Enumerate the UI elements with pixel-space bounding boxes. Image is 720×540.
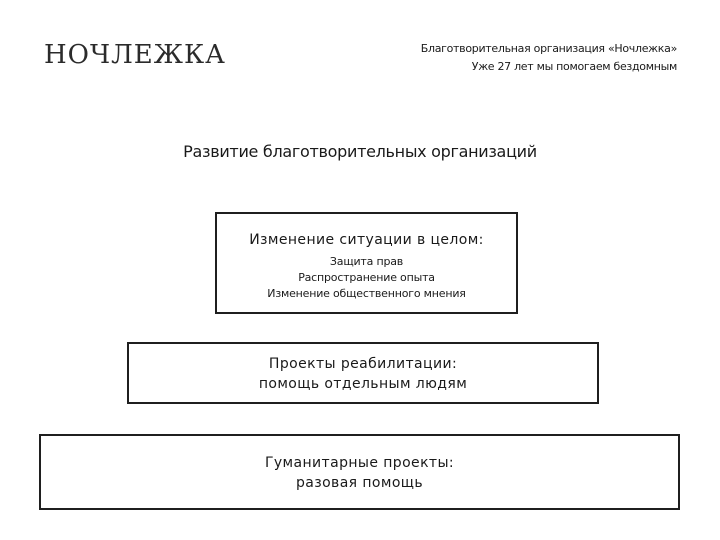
header-info bbox=[421, 40, 677, 76]
level-top-item: Изменение общественного мнения bbox=[267, 287, 466, 300]
level-bottom-line: Гуманитарные проекты: bbox=[264, 455, 455, 471]
level-middle-line: Проекты реабилитации: bbox=[268, 356, 458, 372]
pyramid-level-bottom bbox=[39, 434, 680, 510]
pyramid-level-top bbox=[215, 212, 518, 314]
level-bottom-line: разовая помощь bbox=[295, 475, 424, 491]
org-line: Благотворительная организация «Ночлежка» bbox=[420, 42, 677, 55]
page-title: Развитие благотворительных организаций bbox=[183, 142, 537, 161]
logo: НОЧЛЕЖКА bbox=[44, 40, 226, 70]
level-top-heading: Изменение ситуации в целом: bbox=[249, 232, 484, 248]
tagline: Уже 27 лет мы помогаем бездомным bbox=[471, 60, 677, 73]
level-top-item: Распространение опыта bbox=[298, 271, 435, 284]
level-middle-line: помощь отдельным людям bbox=[258, 376, 468, 392]
pyramid-level-middle bbox=[127, 342, 599, 404]
level-top-item: Защита прав bbox=[329, 255, 404, 268]
